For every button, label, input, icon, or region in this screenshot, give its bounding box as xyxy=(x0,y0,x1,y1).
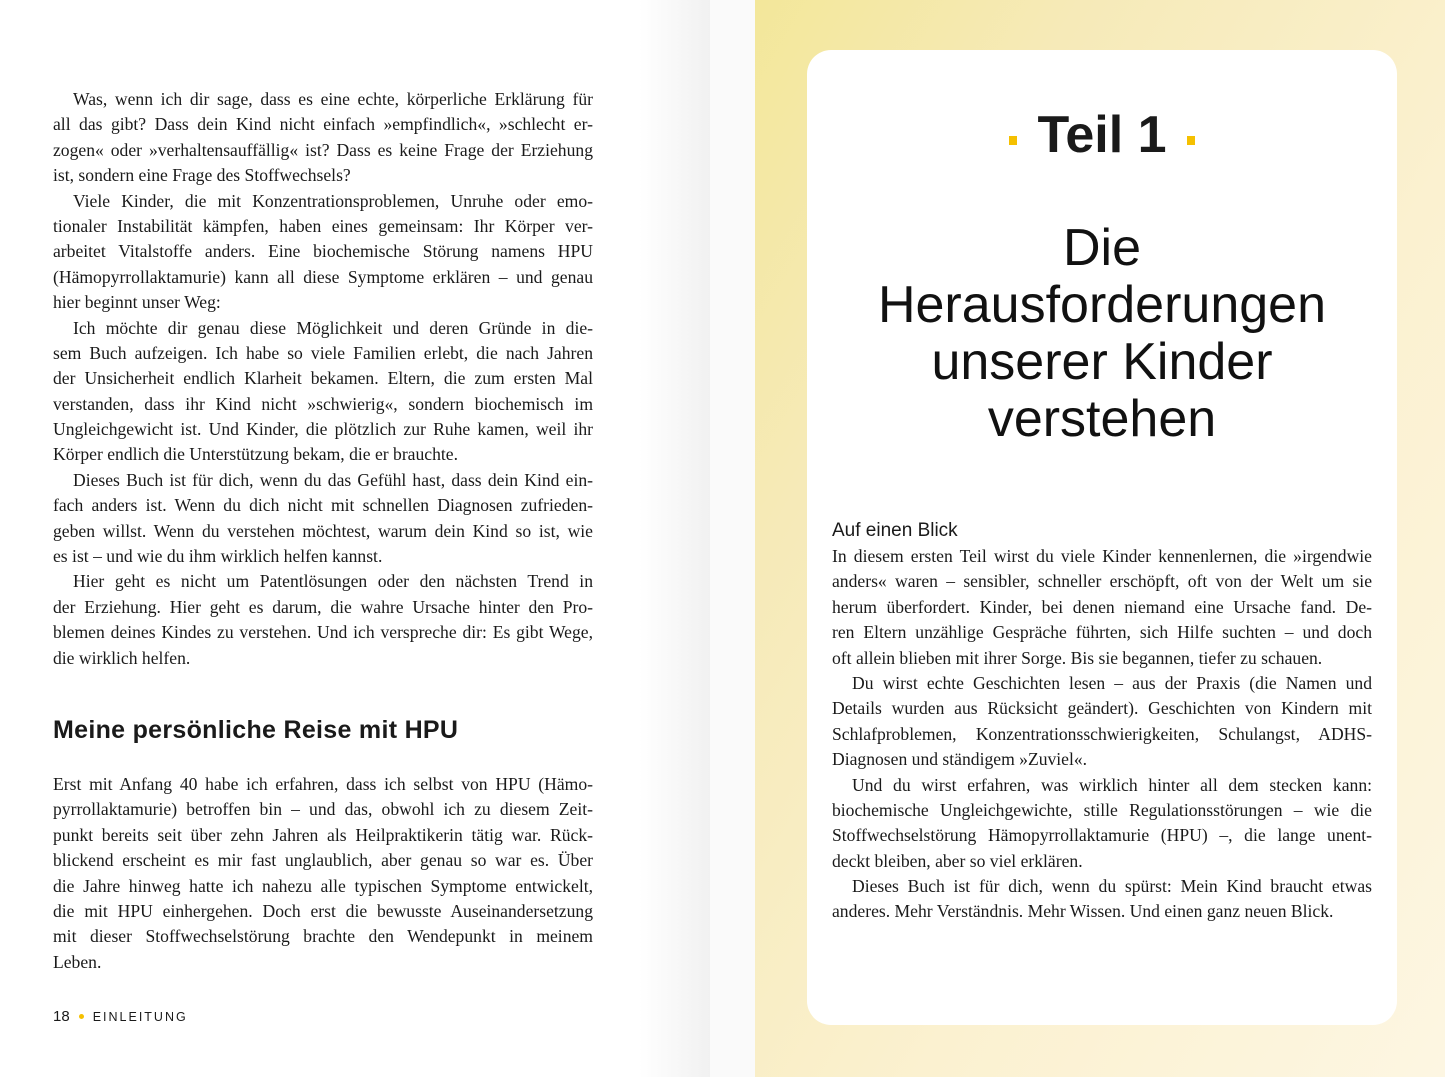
part-intro-card xyxy=(807,50,1397,1025)
text-line: pyrrollaktamurie) betroffen bin – und das, obwohl ich zu diesem Zeit- xyxy=(53,799,593,820)
part-number: Teil 1 xyxy=(1037,106,1167,164)
text-line: geben willst. Wenn du verstehen möchtest, warum dein Kind so ist, wie xyxy=(53,520,593,541)
text-line: herum überfordert. Kinder, bei denen niemand eine Ursache fand. De- xyxy=(832,596,1372,617)
text-line: Was, wenn ich dir sage, dass es eine echte, körperliche Erklärung für xyxy=(73,89,593,109)
title-line: Herausforderungen xyxy=(877,276,1327,334)
text-line: Dieses Buch ist für dich, wenn du das Gefühl hast, dass dein Kind ein- xyxy=(73,469,593,490)
text-line: blemen deines Kindes zu verstehen. Und ich verspreche dir: Es gibt Wege, xyxy=(53,622,593,643)
page-footer xyxy=(53,1008,188,1025)
text-line: der Erziehung. Hier geht es darum, die wahre Ursache hinter den Pro- xyxy=(53,596,593,617)
left-page xyxy=(0,0,710,1077)
text-line: arbeitet Vitalstoffe anders. Eine biochemische Störung namens HPU xyxy=(53,241,593,262)
text-line: Viele Kinder, die mit Konzentrationsproblemen, Unruhe oder emo- xyxy=(73,190,593,211)
body-text-journey xyxy=(53,772,593,975)
text-line: der Unsicherheit endlich Klarheit bekamen. Eltern, die zum ersten Mal xyxy=(53,368,593,389)
part-label xyxy=(807,105,1397,165)
text-line: Details wurden aus Rücksicht geändert). Geschichten von Kindern mit xyxy=(832,698,1372,719)
text-line: Stoffwechselstörung Hämopyrrollaktamurie (HPU) –, die lange unent- xyxy=(832,825,1372,846)
title-line: unserer Kinder xyxy=(931,333,1273,391)
text-line: hier beginnt unser Weg: xyxy=(53,292,221,313)
text-line: fach anders ist. Wenn du dich nicht mit schnellen Diagnosen zufrieden- xyxy=(53,495,593,516)
text-line: Körper endlich die Unterstützung bekam, die er brauchte. xyxy=(53,444,458,465)
square-bullet-icon xyxy=(1009,136,1017,145)
text-line: all das gibt? Dass dein Kind nicht einfach »empfindlich«, »schlecht er- xyxy=(53,114,593,135)
text-line: tionaler Instabilität kämpfen, haben eines gemeinsam: Ihr Körper ver- xyxy=(53,215,593,236)
text-line: (Hämopyrrollaktamurie) kann all diese Symptome erklären – und genau xyxy=(53,266,593,287)
page-number: 18 xyxy=(53,1008,70,1025)
text-line: anders« waren – sensibler, schneller erschöpft, oft von der Welt um sie xyxy=(832,571,1372,592)
text-line: ist, sondern eine Frage des Stoffwechsels? xyxy=(53,165,351,186)
text-line: die mit HPU einhergehen. Doch erst die bewusste Auseinandersetzung xyxy=(53,900,593,921)
running-section-title: EINLEITUNG xyxy=(92,1009,188,1024)
text-line: verstanden, dass ihr Kind nicht »schwierig«, sondern biochemisch im xyxy=(53,393,593,414)
text-line: es ist – und wie du ihm wirklich helfen kannst. xyxy=(53,546,383,567)
text-line: Leben. xyxy=(53,951,102,972)
text-line: die Jahre hinweg hatte ich nahezu alle typischen Symptome entwickelt, xyxy=(53,875,593,896)
text-line: ren Eltern unzählige Gespräche führten, sich Hilfe suchten – und doch xyxy=(832,622,1372,643)
text-line: Ungleichgewicht ist. Und Kinder, die plötzlich zur Ruhe kamen, weil ihr xyxy=(53,419,593,440)
text-line: die wirklich helfen. xyxy=(53,647,191,668)
text-line: Und du wirst erfahren, was wirklich hinter all dem stecken kann: xyxy=(852,774,1372,795)
square-bullet-icon xyxy=(1187,136,1195,145)
book-gutter xyxy=(710,0,755,1077)
text-line: Erst mit Anfang 40 habe ich erfahren, dass ich selbst von HPU (Hämo- xyxy=(53,774,593,794)
section-heading: Meine persönliche Reise mit HPU xyxy=(53,716,459,744)
text-line: mit dieser Stoffwechselstörung brachte den Wendepunkt in meinem xyxy=(53,926,593,947)
glance-text xyxy=(832,544,1372,925)
text-line: anderes. Mehr Verständnis. Mehr Wissen. Und einen ganz neuen Blick. xyxy=(832,901,1334,922)
bullet-dot-icon xyxy=(79,1014,84,1019)
title-line: Die xyxy=(1062,219,1142,277)
text-line: Hier geht es nicht um Patentlösungen oder den nächsten Trend in xyxy=(73,571,593,592)
text-line: sem Buch aufzeigen. Ich habe so viele Familien erlebt, die nach Jahren xyxy=(53,342,593,363)
text-line: oft allein blieben mit ihrer Sorge. Bis sie begannen, tiefer zu schauen. xyxy=(832,647,1323,668)
text-line: In diesem ersten Teil wirst du viele Kinder kennenlernen, die »irgendwie xyxy=(832,546,1372,566)
text-line: punkt bereits seit über zehn Jahren als Heilpraktikerin tätig war. Rück- xyxy=(53,824,593,845)
text-line: deckt bleiben, aber so viel erklären. xyxy=(832,850,1083,871)
text-line: biochemische Ungleichgewichte, stille Regulationsstörungen – wie die xyxy=(832,799,1372,820)
body-text-intro xyxy=(53,87,593,671)
title-line: verstehen xyxy=(987,390,1217,448)
part-title xyxy=(807,220,1397,448)
text-line: Schlafproblemen, Konzentrationsschwierigkeiten, Schulangst, ADHS- xyxy=(832,723,1372,744)
text-line: zogen« oder »verhaltensauffällig« ist? Dass es keine Frage der Erziehung xyxy=(53,139,593,160)
text-line: Dieses Buch ist für dich, wenn du spürst: Mein Kind braucht etwas xyxy=(852,876,1372,897)
text-line: Diagnosen und ständigem »Zuviel«. xyxy=(832,749,1088,770)
glance-heading: Auf einen Blick xyxy=(832,520,958,541)
text-line: Ich möchte dir genau diese Möglichkeit und deren Gründe in die- xyxy=(73,317,593,338)
text-line: Du wirst echte Geschichten lesen – aus der Praxis (die Namen und xyxy=(852,672,1372,693)
text-line: blickend erscheint es mir fast unglaublich, aber genau so war es. Über xyxy=(53,850,593,871)
